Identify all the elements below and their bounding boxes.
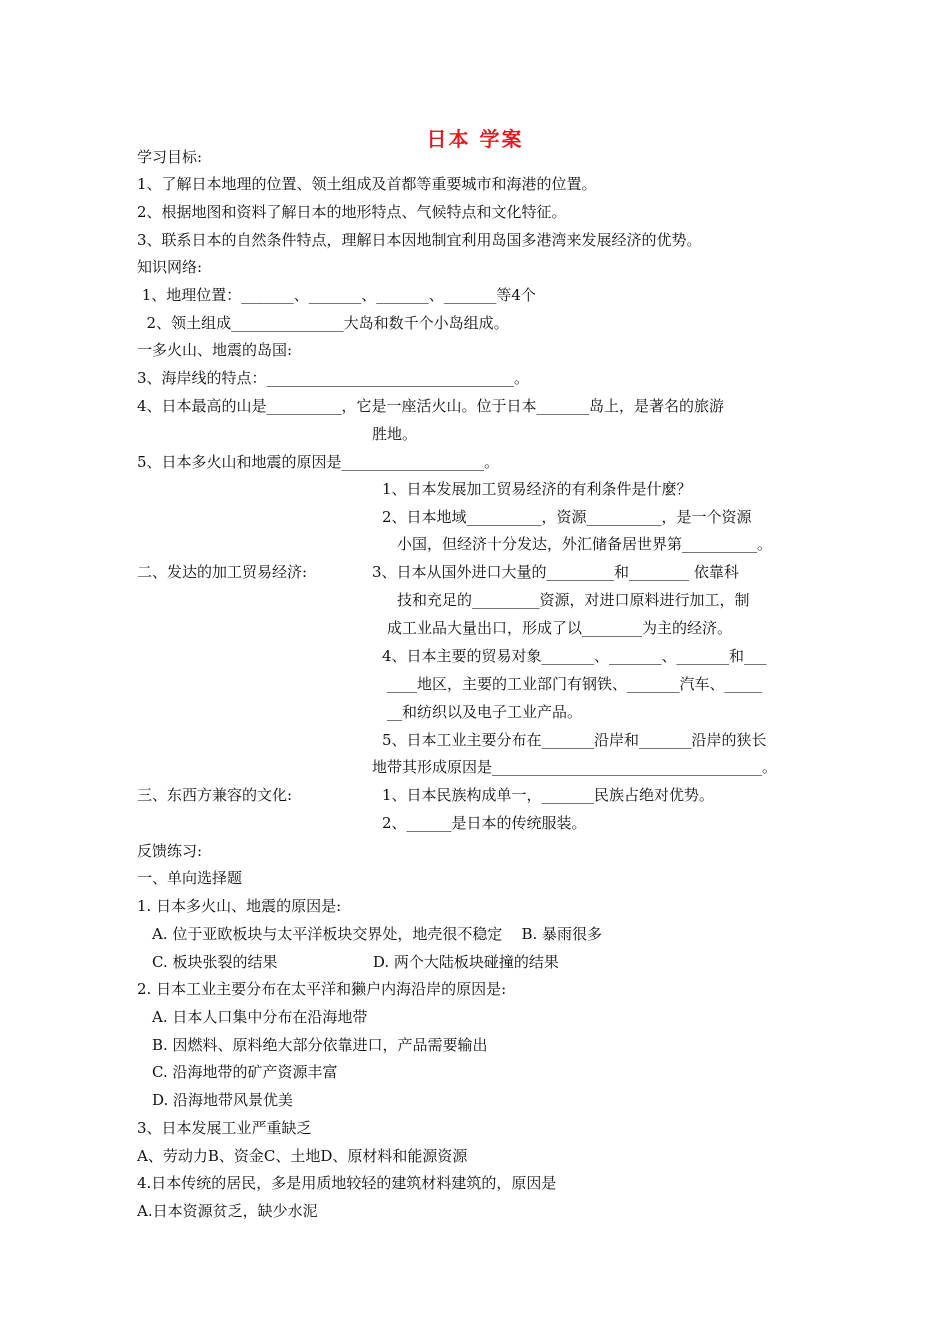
section1-q5: 5、日本多火山和地震的原因是___________________。	[137, 453, 500, 471]
objectives-heading: 学习目标:	[137, 148, 203, 166]
section1-q4-cont: 胜地。	[372, 425, 418, 443]
section2-line-1: 1、日本发展加工贸易经济的有利条件是什麼？	[382, 480, 692, 498]
question-4-option-a: A.日本资源贫乏，缺少水泥	[137, 1202, 318, 1220]
question-4: 4.日本传统的居民，多是用质地较轻的建筑材料建筑的，原因是	[137, 1174, 557, 1192]
document-title: 日本 学案	[426, 127, 524, 151]
question-1-options-ab: A. 位于亚欧板块与太平洋板块交界处，地壳很不稳定 B. 暴雨很多	[152, 925, 603, 943]
objective-item-1: 1、了解日本地理的位置、领土组成及首都等重要城市和海港的位置。	[137, 175, 597, 193]
section2-line-8: ____地区，主要的工业部门有钢铁、_______汽车、_____	[387, 675, 763, 693]
section2-line-11: 地带其形成原因是____________________________________。	[372, 758, 778, 776]
section2-line-10: 5、日本工业主要分布在_______沿岸和_______沿岸的狭长	[382, 731, 767, 749]
section2-line-4: 3、日本从国外进口大量的_________和________ 依靠科	[372, 563, 739, 581]
section2-line-3: 小国，但经济十分发达，外汇储备居世界第__________。	[397, 535, 773, 553]
section3-line-2: 2、______是日本的传统服装。	[382, 814, 587, 832]
question-2-option-d: D. 沿海地带风景优美	[152, 1091, 294, 1109]
question-2-option-b: B. 因燃料、原料绝大部分依靠进口，产品需要输出	[152, 1036, 488, 1054]
objective-item-2: 2、根据地图和资料了解日本的地形特点、气候特点和文化特征。	[137, 203, 567, 221]
section3-heading: 三、东西方兼容的文化:	[137, 786, 293, 804]
question-3: 3、日本发展工业严重缺乏	[137, 1119, 312, 1137]
question-2-option-a: A. 日本人口集中分布在沿海地带	[152, 1008, 368, 1026]
section2-line-9: __和纺织以及电子工业产品。	[387, 703, 583, 721]
section2-line-2: 2、日本地域__________，资源__________，是一个资源	[382, 508, 752, 526]
section1-q4: 4、日本最高的山是__________，它是一座活火山。位于日本_______岛上，是著名的旅游	[137, 397, 725, 415]
section2-line-5: 技和充足的_________资源，对进口原料进行加工，制	[397, 591, 750, 609]
objective-item-3: 3、联系日本的自然条件特点，理解日本因地制宜利用岛国多港湾来发展经济的优势。	[137, 231, 702, 249]
section2-heading: 二、发达的加工贸易经济:	[137, 563, 308, 581]
section3-line-1: 1、日本民族构成单一，_______民族占绝对优势。	[382, 786, 715, 804]
section2-line-6: 成工业品大量出口，形成了以________为主的经济。	[387, 619, 733, 637]
question-2: 2. 日本工业主要分布在太平洋和獭户内海沿岸的原因是:	[137, 980, 507, 998]
section2-line-7: 4、日本主要的贸易对象_______、_______、_______和___	[382, 647, 767, 665]
feedback-type: 一、单向选择题	[137, 869, 243, 887]
question-2-option-c: C. 沿海地带的矿产资源丰富	[152, 1063, 338, 1081]
network-position: 1、地理位置：_______、_______、_______、_______等4个	[137, 286, 536, 304]
section1-q3: 3、海岸线的特点：_________________________________。	[137, 369, 530, 387]
question-1-options-cd: C. 板块张裂的结果 D. 两个大陆板块碰撞的结果	[152, 953, 559, 971]
question-1: 1. 日本多火山、地震的原因是:	[137, 897, 342, 915]
question-3-options: A、劳动力B、资金C、土地D、原材料和能源资源	[137, 1147, 468, 1165]
network-heading: 知识网络:	[137, 258, 203, 276]
feedback-heading: 反馈练习:	[137, 842, 203, 860]
section1-heading: 一多火山、地震的岛国:	[137, 341, 293, 359]
network-territory: 2、领土组成_______________大岛和数千个小岛组成。	[137, 314, 509, 332]
